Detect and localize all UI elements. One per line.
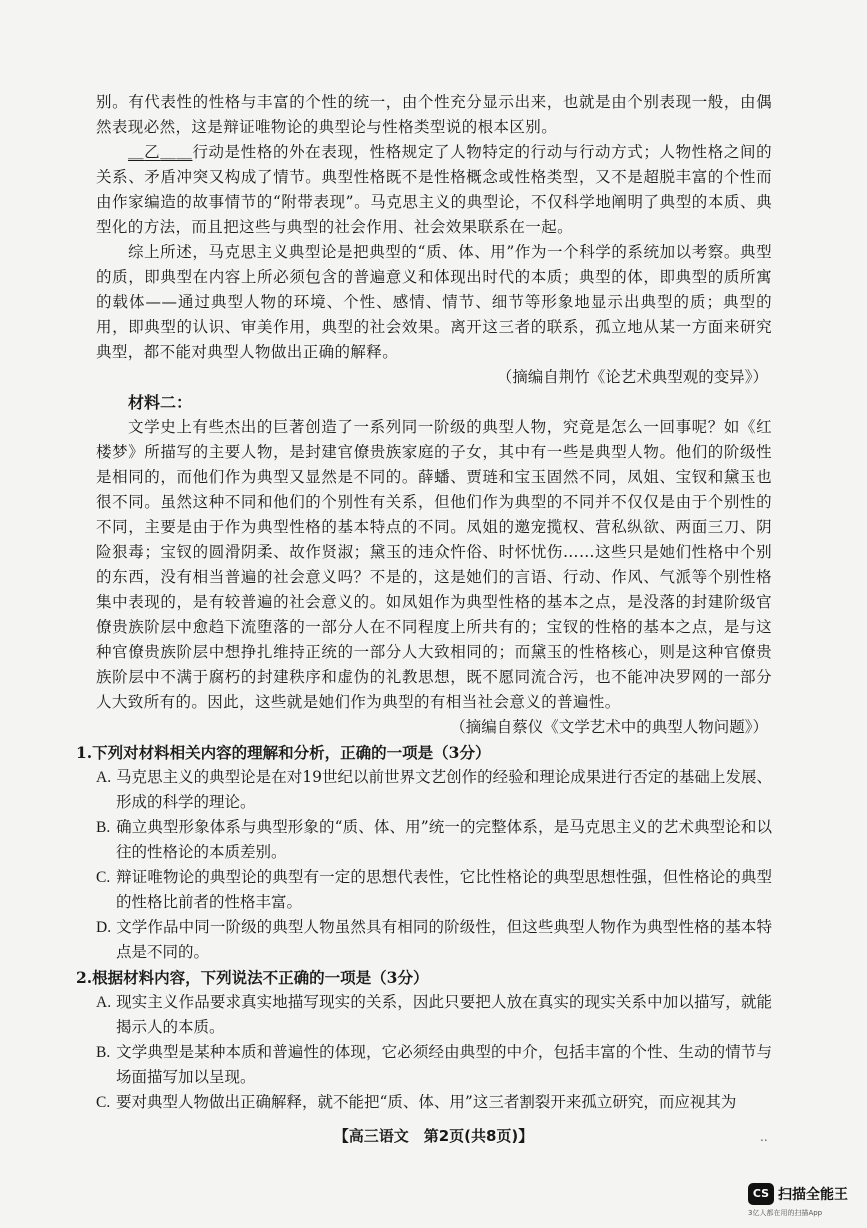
watermark-brand: 扫描全能王 xyxy=(778,1187,848,1203)
option-a: A. 现实主义作品要求真实地描写现实的关系，因此只要把人放在真实的现实关系中加以描写，就能揭示人的本质。 xyxy=(96,993,772,1036)
option-d: D. 文学作品中同一阶级的典型人物虽然具有相同的阶级性，但这些典型人物作为典型性格的基本特点是不同的。 xyxy=(96,918,772,961)
option-b: B. 确立典型形象体系与典型形象的“质、体、用”统一的完整体系，是马克思主义的艺术典型论和以往的性格论的本质差别。 xyxy=(96,818,772,861)
material2-title: 材料二： xyxy=(128,393,193,412)
footer-mark: .. xyxy=(760,1130,768,1144)
material1-paragraph-2-text: 行动是性格的外在表现，性格规定了人物特定的行动与行动方式；人物性格之间的关系、矛盾冲突又构成了情节。典型性格既不是性格概念或性格类型，又不是超脱丰富的个性而由作家编造的故事情节的“附带表现”。马克思主义的典型论，不仅科学地阐明了典型的本质、典型化的方法，而且把这些与典型的社会作用、社会效果联系在一起。 xyxy=(96,143,772,236)
option-b: B. 文学典型是某种本质和普遍性的体现，它必须经由典型的中介，包括丰富的个性、生动的情节与场面描写加以呈现。 xyxy=(96,1043,772,1086)
question-stem: 1.下列对材料相关内容的理解和分析，正确的一项是（3分） xyxy=(76,743,491,762)
question-2 xyxy=(76,965,772,1115)
question-1 xyxy=(76,740,772,965)
page-content xyxy=(76,90,772,1115)
question-stem: 2.根据材料内容，下列说法不正确的一项是（3分） xyxy=(76,968,429,987)
camscanner-logo-icon: CS xyxy=(748,1183,774,1205)
fill-in-blank-label: ＿乙＿＿ xyxy=(128,143,193,161)
material2-paragraph: 文学史上有些杰出的巨著创造了一系列同一阶级的典型人物，究竟是怎么一回事呢？如《红楼梦》所描写的主要人物，是封建官僚贵族家庭的子女，其中有一些是典型人物。他们的阶级性是相同的，而他们作为典型又显然是不同的。薛蟠、贾琏和宝玉固然不同，凤姐、宝钗和黛玉也很不同。虽然这种不同和他们的个别性有关系，但他们作为典型的不同并不仅仅是由于个别性的不同，主要是由于作为典型性格的基本特点的不同。凤姐的邀宠揽权、营私纵欲、两面三刀、阴险狠毒；宝钗的圆滑阴柔、故作贤淑；黛玉的违众忤俗、时怀忧伤……这些只是她们性格中个别的东西，没有相当普遍的社会意义吗？不是的，这是她们的言语、行动、作风、气派等个别性格集中表现的，是有较普遍的社会意义的。如凤姐作为典型性格的基本之点，是没落的封建阶级官僚贵族阶层中愈趋下流堕落的一部分人在不同程度上所共有的；宝钗的性格的基本之点，是与这种官僚贵族阶层中想挣扎维持正统的一部分人大致相同的；而黛玉的性格核心，则是这种官僚贵族阶层中不满于腐朽的封建秩序和虚伪的礼教思想，既不愿同流合污，也不能冲决罗网的一部分人大致所有的。因此，这些就是她们作为典型的有相当社会意义的普遍性。 xyxy=(96,418,772,711)
material1-paragraph-3: 综上所述，马克思主义典型论是把典型的“质、体、用”作为一个科学的系统加以考察。典型的质，即典型在内容上所必须包含的普遍意义和体现出时代的本质；典型的体，即典型的质所寓的载体——通过典型人物的环境、个性、感情、情节、细节等形象地显示出典型的质；典型的用，即典型的认识、审美作用，典型的社会效果。离开这三者的联系，孤立地从某一方面来研究典型，都不能对典型人物做出正确的解释。 xyxy=(96,243,772,361)
option-c: C. 要对典型人物做出正确解释，就不能把“质、体、用”这三者割裂开来孤立研究，而应视其为 xyxy=(96,1093,737,1111)
material1-source: （摘编自荆竹《论艺术典型观的变异》） xyxy=(496,368,768,386)
watermark-tagline: 3亿人都在用的扫描App xyxy=(748,1209,823,1217)
material1-paragraph-continued: 别。有代表性的性格与丰富的个性的统一，由个性充分显示出来，也就是由个别表现一般，由偶然表现必然，这是辩证唯物论的典型论与性格类型说的根本区别。 xyxy=(96,93,772,136)
scanner-watermark xyxy=(748,1183,858,1223)
page-footer: 【高三语文 第2页(共8页)】 xyxy=(333,1127,534,1145)
material1-paragraph-2 xyxy=(96,140,772,240)
material2-source: （摘编自蔡仪《文学艺术中的典型人物问题》） xyxy=(450,718,768,736)
option-c: C. 辩证唯物论的典型论的典型有一定的思想代表性，它比性格论的典型思想性强，但性格论的典型的性格比前者的性格丰富。 xyxy=(96,868,772,911)
option-a: A. 马克思主义的典型论是在对19世纪以前世界文艺创作的经验和理论成果进行否定的基础上发展、形成的科学的理论。 xyxy=(96,768,772,811)
